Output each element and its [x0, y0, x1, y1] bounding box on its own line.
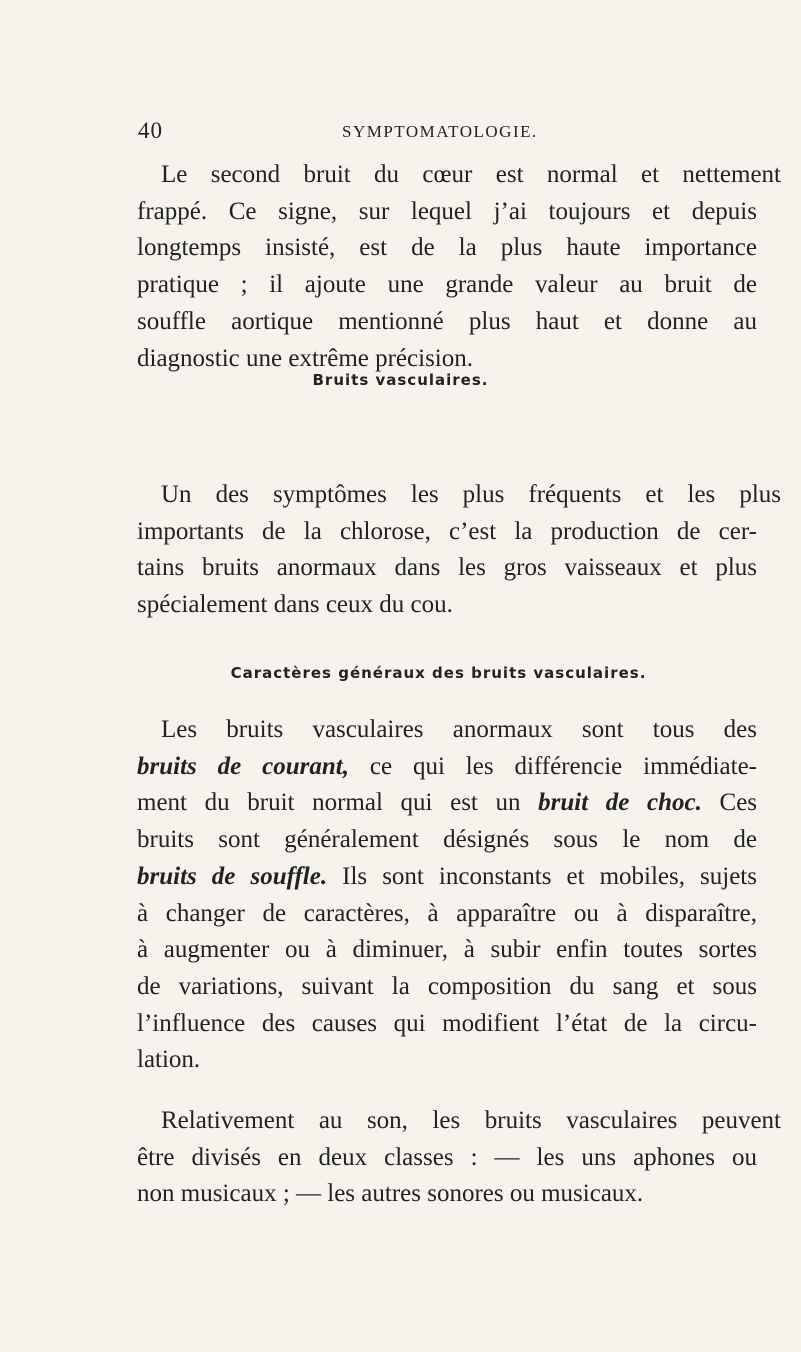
text-line: bruits de souffle. Ils sont inconstants et mobiles, sujets [137, 862, 757, 890]
text-line: lation. [137, 1046, 201, 1074]
text-line: à changer de caractères, à apparaître ou à disparaître, [137, 899, 757, 927]
section-heading: Bruits vasculaires. [312, 371, 489, 389]
emphasis: bruits de courant, [137, 752, 349, 780]
text-line: spécialement dans ceux du cou. [137, 591, 453, 619]
text-line: tains bruits anormaux dans les gros vaisseaux et plus [137, 554, 757, 582]
text-line: non musicaux ; — les autres sonores ou musicaux. [137, 1180, 644, 1208]
running-title: SYMPTOMATOLOGIE. [342, 122, 538, 141]
text-line: pratique ; il ajoute une grande valeur au bruit de [137, 271, 757, 299]
paragraph-4 [137, 1103, 781, 1140]
subsection-heading: Caractères généraux des bruits vasculaires. [230, 664, 647, 682]
paragraph-1 [137, 157, 781, 194]
paragraph-3 [137, 712, 757, 1079]
paragraph-2-cont [137, 514, 757, 624]
paragraph-4-cont [137, 1140, 757, 1213]
text-line: à augmenter ou à diminuer, à subir enfin toutes sortes [137, 936, 757, 964]
emphasis: bruit de choc. [538, 789, 702, 817]
text-line: Le second bruit du cœur est normal et nettement [161, 161, 781, 188]
text-line: être divisés en deux classes : — les uns aphones ou [137, 1143, 757, 1171]
paragraph-2 [137, 477, 781, 514]
text-line: bruits sont généralement désignés sous le nom de [137, 826, 757, 854]
text-line: Relativement au son, les bruits vasculaires peuvent [161, 1107, 781, 1134]
text-line: diagnostic une extrême précision. [137, 344, 473, 372]
text-line: importants de la chlorose, c’est la production de cer- [137, 517, 757, 545]
text-line: longtemps insisté, est de la plus haute importance [137, 234, 757, 262]
paragraph-1-cont [137, 194, 757, 378]
page-number: 40 [138, 118, 163, 143]
emphasis: bruits de souffle. [137, 862, 328, 890]
text-line: souffle aortique mentionné plus haut et donne au [137, 307, 757, 335]
text-line: frappé. Ce signe, sur lequel j’ai toujours et depuis [137, 197, 757, 225]
text-line: l’influence des causes qui modifient l’état de la circu- [137, 1009, 757, 1037]
running-head [138, 118, 738, 148]
text-line: Un des symptômes les plus fréquents et les plus [161, 481, 781, 508]
text-line: ment du bruit normal qui est un bruit de choc. Ces [137, 789, 758, 817]
text-line: de variations, suivant la composition du sang et sous [137, 972, 757, 1000]
text-line: bruits de courant, ce qui les différencie immédiate- [137, 752, 757, 780]
text-line: Les bruits vasculaires anormaux sont tous des [161, 716, 757, 743]
